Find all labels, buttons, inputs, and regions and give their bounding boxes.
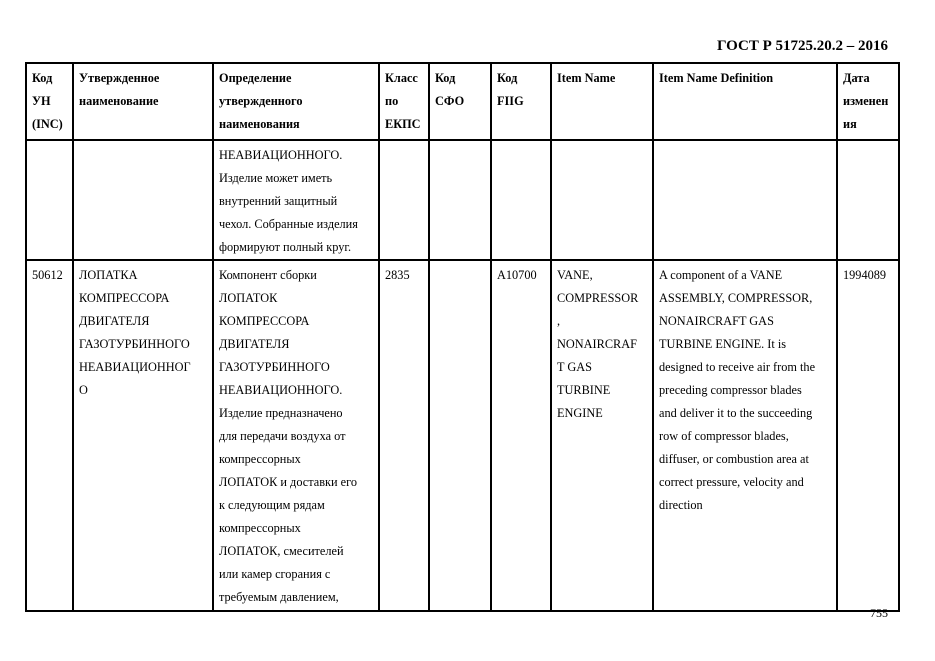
item-definition-cell (653, 140, 837, 260)
inc-cell (26, 140, 73, 260)
cell-line: УН (32, 94, 51, 108)
cell-line: A10700 (497, 268, 537, 282)
cell-line: Код (32, 71, 53, 85)
item-name-cell (551, 140, 653, 260)
cell-line: Item Name Definition (659, 71, 774, 85)
cell-line: формируют полный круг. (219, 240, 352, 254)
cell-line: T GAS (557, 360, 592, 374)
cell-line: О (79, 383, 88, 397)
cell-line: компрессорных (219, 521, 301, 535)
table-row (26, 140, 899, 260)
definition-ru-cell (213, 260, 379, 611)
cell-line: к следующим рядам (219, 498, 325, 512)
cell-line: Код (497, 71, 518, 85)
change-date-cell (837, 140, 899, 260)
cell-line: для передачи воздуха от (219, 429, 346, 443)
sfo-cell (429, 140, 491, 260)
class-cell (379, 140, 429, 260)
header-row (26, 63, 899, 140)
cell-line: Item Name (557, 71, 616, 85)
cell-line: КОМПРЕССОРА (79, 291, 170, 305)
cell-line: COMPRESSOR (557, 291, 639, 305)
class-cell (379, 260, 429, 611)
cell-line: direction (659, 498, 703, 512)
cell-line: ЛОПАТОК и доставки его (219, 475, 357, 489)
cell-line: (INC) (32, 117, 63, 131)
class-cell (379, 63, 429, 140)
cell-line: компрессорных (219, 452, 301, 466)
item-definition-cell (653, 260, 837, 611)
cell-line: row of compressor blades, (659, 429, 789, 443)
standard-number: ГОСТ Р 51725.20.2 – 2016 (716, 38, 888, 54)
cell-line: ENGINE (557, 406, 603, 420)
cell-line: 50612 (32, 268, 63, 282)
fiig-cell (491, 140, 551, 260)
cell-line: чехол. Собранные изделия (219, 217, 358, 231)
inc-cell (26, 63, 73, 140)
cell-line: ЛОПАТОК, смесителей (219, 544, 344, 558)
cell-line: ЕКПС (385, 117, 421, 131)
cell-line: Код (435, 71, 456, 85)
cell-line: наименования (219, 117, 300, 131)
item-name-cell (551, 63, 653, 140)
cell-line: ДВИГАТЕЛЯ (79, 314, 150, 328)
cell-line: ДВИГАТЕЛЯ (219, 337, 290, 351)
cell-line: Компонент сборки (219, 268, 317, 282)
sfo-cell (429, 260, 491, 611)
cell-line: and deliver it to the succeeding (659, 406, 813, 420)
page-number: 755 (870, 606, 888, 620)
cell-line: Изделие предназначено (219, 406, 343, 420)
change-date-cell (837, 260, 899, 611)
cell-line: preceding compressor blades (659, 383, 802, 397)
cell-line: NONAIRCRAFT GAS (659, 314, 774, 328)
cell-line: ASSEMBLY, COMPRESSOR, (659, 291, 813, 305)
cell-line: или камер сгорания с (219, 567, 331, 581)
sfo-cell (429, 63, 491, 140)
table-row (26, 260, 899, 611)
approved-name-cell (73, 260, 213, 611)
cell-line: НЕАВИАЦИОННОГО. (219, 383, 343, 397)
cell-line: ГАЗОТУРБИННОГО (219, 360, 330, 374)
cell-line: утвержденного (219, 94, 303, 108)
cell-line: VANE, (557, 268, 593, 282)
cell-line: внутренний защитный (219, 194, 338, 208)
cell-line: , (557, 314, 561, 328)
cell-line: изменен (843, 94, 889, 108)
fiig-cell (491, 63, 551, 140)
cell-line: СФО (435, 94, 465, 108)
cell-line: ГАЗОТУРБИННОГО (79, 337, 190, 351)
cell-line: ЛОПАТОК (219, 291, 278, 305)
cell-line: Утвержденное (79, 71, 160, 85)
definition-ru-cell (213, 140, 379, 260)
cell-line: A component of a VANE (659, 268, 783, 282)
cell-line: designed to receive air from the (659, 360, 816, 374)
inc-cell (26, 260, 73, 611)
definition-ru-cell (213, 63, 379, 140)
cell-line: TURBINE ENGINE. It is (659, 337, 787, 351)
cell-line: Дата (843, 71, 870, 85)
cell-line: 2835 (385, 268, 410, 282)
change-date-cell (837, 63, 899, 140)
cell-line: correct pressure, velocity and (659, 475, 804, 489)
item-name-cell (551, 260, 653, 611)
cell-line: КОМПРЕССОРА (219, 314, 310, 328)
approved-name-cell (73, 63, 213, 140)
cell-line: NONAIRCRAF (557, 337, 637, 351)
cell-line: ия (843, 117, 857, 131)
approved-name-cell (73, 140, 213, 260)
cell-line: НЕАВИАЦИОННОГО. (219, 148, 343, 162)
fiig-cell (491, 260, 551, 611)
cell-line: ЛОПАТКА (79, 268, 138, 282)
cell-line: по (385, 94, 399, 108)
cell-line: 1994089 (843, 268, 887, 282)
cell-line: TURBINE (557, 383, 611, 397)
cell-line: наименование (79, 94, 159, 108)
catalog-table (25, 62, 900, 612)
cell-line: Изделие может иметь (219, 171, 333, 185)
cell-line: требуемым давлением, (219, 590, 339, 604)
cell-line: diffuser, or combustion area at (659, 452, 809, 466)
cell-line: FIIG (497, 94, 524, 108)
cell-line: Класс (385, 71, 418, 85)
cell-line: Определение (219, 71, 292, 85)
cell-line: НЕАВИАЦИОННОГ (79, 360, 191, 374)
item-definition-cell (653, 63, 837, 140)
